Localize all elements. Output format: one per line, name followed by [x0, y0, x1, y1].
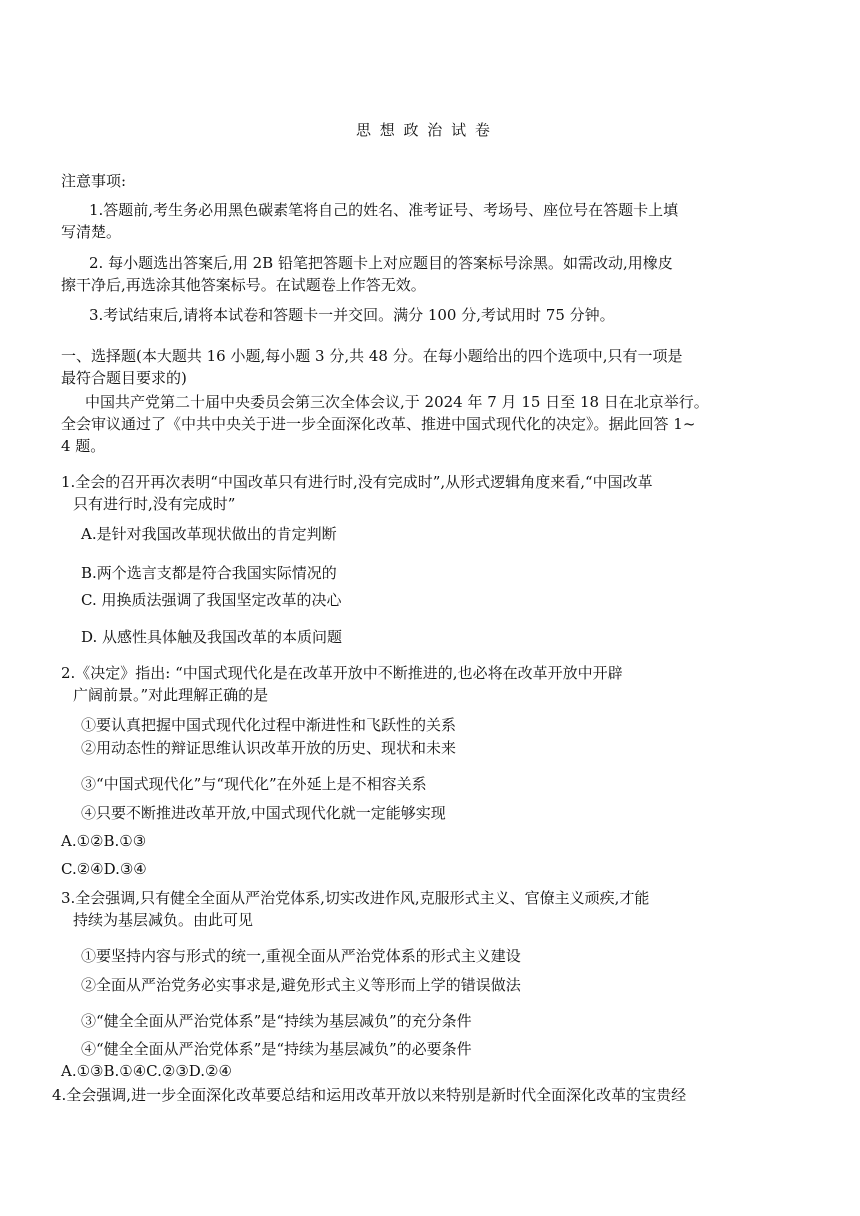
section-heading-cont: 最符合题目要求的): [61, 369, 187, 387]
material-text-cont: 全会审议通过了《中共中央关于进一步全面深化改革、推进中国式现代化的决定》。据此回答 1~: [61, 415, 696, 433]
section-heading: 一、选择题(本大题共 16 小题,每小题 3 分,共 48 分。在每小题给出的四个选项中,只有一项是: [61, 347, 683, 365]
q2-statement-1: ①要认真把握中国式现代化过程中渐进性和飞跃性的关系: [81, 716, 457, 734]
q1-option-c: C. 用换质法强调了我国坚定改革的决心: [81, 591, 342, 609]
page-title: 思 想 政 治 试 卷: [356, 121, 492, 139]
q2-statement-4: ④只要不断推进改革开放,中国式现代化就一定能够实现: [81, 804, 446, 822]
q2-statement-3: ③“中国式现代化”与“现代化”在外延上是不相容关系: [81, 775, 427, 793]
notice-item-3: 3.考试结束后,请将本试卷和答题卡一并交回。满分 100 分,考试用时 75 分钟。: [89, 306, 615, 324]
notice-item-1: 1.答题前,考生务必用黑色碳素笔将自己的姓名、准考证号、考场号、座位号在答题卡上填: [89, 201, 679, 219]
q2-stem-cont: 广阔前景。”对此理解正确的是: [73, 686, 269, 704]
q1-stem: 1.全会的召开再次表明“中国改革只有进行时,没有完成时”,从形式逻辑角度来看,“中国改革: [61, 473, 653, 491]
notice-heading: 注意事项:: [61, 172, 127, 190]
q1-option-a: A.是针对我国改革现状做出的肯定判断: [81, 525, 337, 543]
q3-stem: 3.全会强调,只有健全全面从严治党体系,切实改进作风,克服形式主义、官僚主义顽疾,才能: [61, 889, 650, 907]
material-text: 中国共产党第二十届中央委员会第三次全体会议,于 2024 年 7 月 15 日至 18 日在北京举行。: [85, 393, 709, 411]
q1-stem-cont: 只有进行时,没有完成时”: [73, 495, 236, 513]
q4-stem: 4.全会强调,进一步全面深化改革要总结和运用改革开放以来特别是新时代全面深化改革的宝贵经: [52, 1086, 687, 1104]
material-text-cont: 4 题。: [61, 437, 106, 455]
q3-statement-4: ④“健全全面从严治党体系”是“持续为基层减负”的必要条件: [81, 1040, 472, 1058]
q3-statement-1: ①要坚持内容与形式的统一,重视全面从严治党体系的形式主义建设: [81, 947, 521, 965]
notice-item-1-cont: 写清楚。: [61, 223, 122, 241]
q3-stem-cont: 持续为基层减负。由此可见: [73, 911, 254, 929]
q2-answers-cont: C.②④D.③④: [61, 860, 147, 878]
notice-item-2-cont: 擦干净后,再选涂其他答案标号。在试题卷上作答无效。: [61, 276, 426, 294]
q1-option-d: D. 从感性具体触及我国改革的本质问题: [81, 628, 343, 646]
q3-statement-2: ②全面从严治党务必实事求是,避免形式主义等形而上学的错误做法: [81, 976, 521, 994]
q3-answers: A.①③B.①④C.②③D.②④: [61, 1062, 232, 1080]
q2-statement-2: ②用动态性的辩证思维认识改革开放的历史、现状和未来: [81, 739, 457, 757]
notice-item-2: 2. 每小题选出答案后,用 2B 铅笔把答题卡上对应题目的答案标号涂黑。如需改动,用橡皮: [89, 254, 673, 272]
q3-statement-3: ③“健全全面从严治党体系”是“持续为基层减负”的充分条件: [81, 1012, 472, 1030]
q1-option-b: B.两个选言支都是符合我国实际情况的: [81, 564, 337, 582]
q2-answers: A.①②B.①③: [61, 832, 147, 850]
q2-stem: 2.《决定》指出: “中国式现代化是在改革开放中不断推进的,也必将在改革开放中开辟: [61, 664, 623, 682]
